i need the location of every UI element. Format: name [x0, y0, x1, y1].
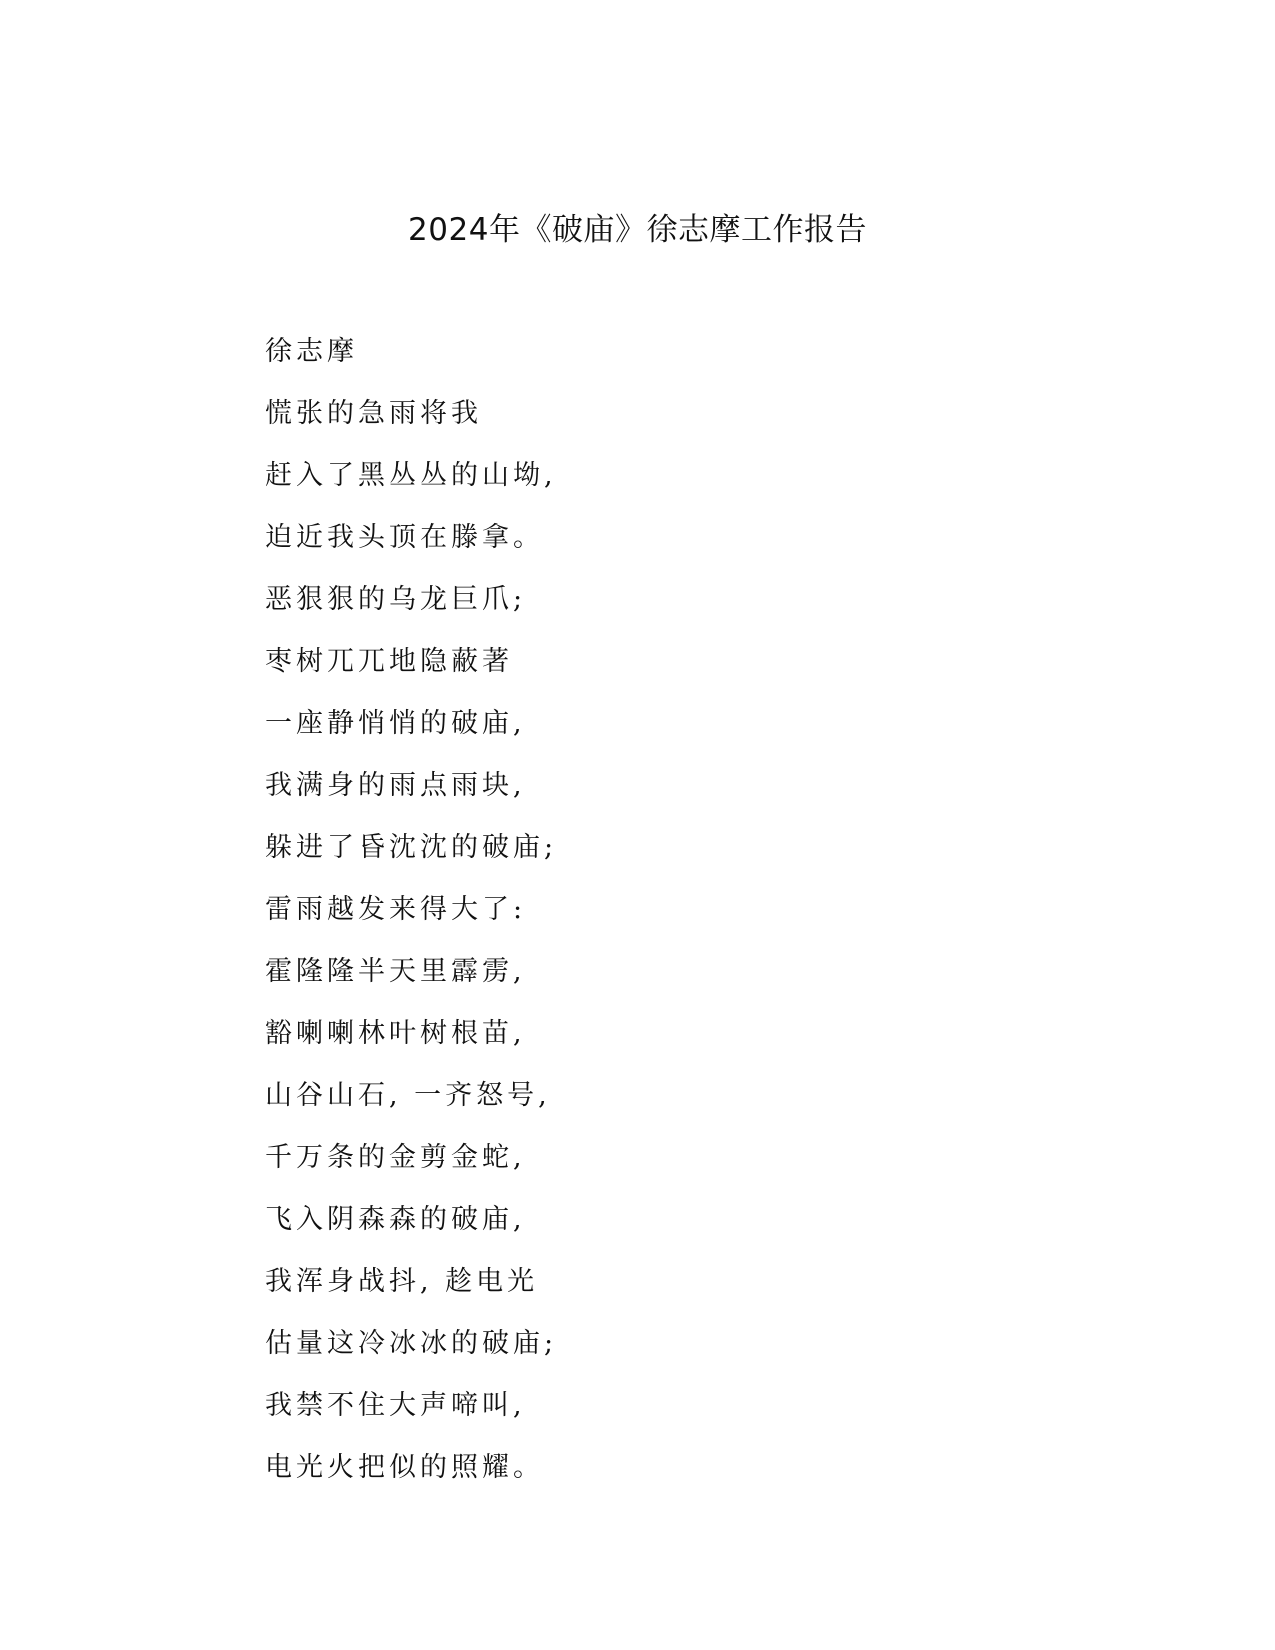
poem-author: 徐志摩	[265, 336, 358, 367]
poem-line: 枣树兀兀地隐蔽著	[265, 646, 513, 677]
poem-line: 霍隆隆半天里霹雳,	[265, 956, 526, 987]
poem-line: 千万条的金剪金蛇,	[265, 1142, 526, 1173]
poem-line: 豁喇喇林叶树根苗,	[265, 1018, 526, 1049]
document-title: 2024年《破庙》徐志摩工作报告	[408, 212, 867, 248]
poem-line: 电光火把似的照耀。	[265, 1452, 544, 1483]
poem-line: 我满身的雨点雨块,	[265, 770, 526, 801]
poem-line: 雷雨越发来得大了:	[265, 894, 527, 925]
poem-line: 迫近我头顶在滕拿。	[265, 522, 544, 553]
poem-line: 赶入了黑丛丛的山坳,	[265, 460, 557, 491]
poem-line: 估量这冷冰冰的破庙;	[265, 1328, 558, 1359]
poem-line: 一座静悄悄的破庙,	[265, 708, 526, 739]
poem-line: 我禁不住大声啼叫,	[265, 1390, 526, 1421]
poem-line: 我浑身战抖, 趁电光	[265, 1266, 539, 1297]
poem-line: 恶狠狠的乌龙巨爪;	[265, 584, 527, 615]
poem-line: 慌张的急雨将我	[265, 398, 482, 429]
poem-line: 飞入阴森森的破庙,	[265, 1204, 526, 1235]
poem-body	[265, 332, 1065, 1510]
poem-line: 躲进了昏沈沈的破庙;	[265, 832, 558, 863]
poem-line: 山谷山石, 一齐怒号,	[265, 1080, 551, 1111]
